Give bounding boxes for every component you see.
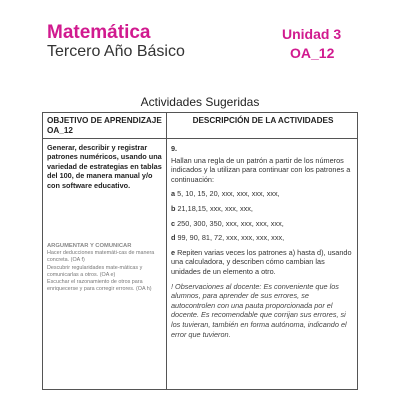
objective-code: OA_12 xyxy=(290,45,335,61)
header-divider xyxy=(43,138,357,139)
subject-title: Matemática xyxy=(47,22,151,43)
activity-description xyxy=(171,144,355,344)
calculator-item xyxy=(171,248,355,277)
grade-subtitle: Tercero Año Básico xyxy=(47,43,185,60)
section-title: Actividades Sugeridas xyxy=(140,95,260,109)
skills-box xyxy=(47,243,164,293)
pattern-item xyxy=(171,219,355,229)
skill-item: Descubrir regularidades mate-máticas y comunicarlas a otros. (OA e) xyxy=(47,264,143,278)
pattern-text: 21,18,15, xxx, xxx, xxx, xyxy=(177,203,253,213)
skills-title: ARGUMENTAR Y COMUNICAR xyxy=(47,243,132,249)
calculator-text: Repiten varias veces los patrones a) hasta d), usando una calculadora, y describen cómo cambian las unidades de un elemento a otro. xyxy=(171,247,352,276)
description-column-header: DESCRIPCIÓN DE LA ACTIVIDADES xyxy=(192,116,334,125)
pattern-letter: a xyxy=(171,189,176,199)
learning-objective: Generar, describir y registrar patrones numéricos, usando una variedad de estrategias en tablas del 100, de manera manual y/o con software educativo. xyxy=(47,143,162,190)
activity-intro: Hallan una regla de un patrón a partir de los números indicados y la utilizan para continuar con los patrones a continuación: xyxy=(171,155,351,184)
pattern-item xyxy=(171,204,355,214)
unit-label: Unidad 3 xyxy=(282,26,342,42)
pattern-text: 99, 90, 81, 72, xxx, xxx, xxx, xxx, xyxy=(177,233,285,243)
activities-table xyxy=(42,112,358,390)
pattern-text: 250, 300, 350, xxx, xxx, xxx, xxx, xyxy=(177,218,284,228)
skill-item: Escuchar el razonamiento de otros para enriquecerse y para corregir errores. (OA h) xyxy=(47,279,152,293)
activity-number: 9. xyxy=(171,144,178,153)
pattern-letter: d xyxy=(171,233,176,243)
objective-column-header: OBJETIVO DE APRENDIZAJE OA_12 xyxy=(47,116,162,135)
calculator-letter: e xyxy=(171,247,176,257)
pattern-item xyxy=(171,189,355,199)
pattern-text: 5, 10, 15, 20, xxx, xxx, xxx, xxx, xyxy=(177,189,280,199)
teacher-observations: ! Observaciones al docente: Es conveniente que los alumnos, para aprender de sus errores, se autocontrolen con una pauta proporcionada por el docente. Es recomendable que corrijan sus errores, si los tuvieran, también en forma autónoma, indicando el error que tuvieron. xyxy=(171,281,347,339)
column-divider xyxy=(166,113,167,389)
pattern-item xyxy=(171,233,355,243)
pattern-letter: b xyxy=(171,203,176,213)
pattern-letter: c xyxy=(171,218,176,228)
skill-item: Hacer deducciones matemáti-cas de manera concreta. (OA f) xyxy=(47,250,155,264)
